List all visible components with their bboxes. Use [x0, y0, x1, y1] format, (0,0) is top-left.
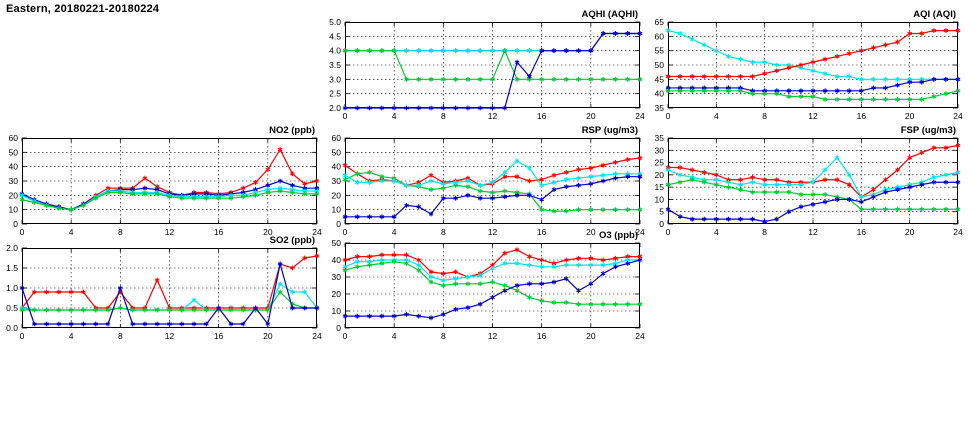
- svg-text:0: 0: [342, 331, 348, 341]
- chart-panel-fsp: [654, 125, 963, 237]
- svg-text:2.0: 2.0: [329, 103, 341, 113]
- svg-text:60: 60: [654, 31, 664, 42]
- svg-text:0: 0: [342, 227, 348, 237]
- svg-text:30: 30: [331, 176, 341, 186]
- svg-text:0: 0: [342, 111, 348, 121]
- chart-title-fsp: FSP (ug/m3): [900, 125, 956, 136]
- svg-text:5.0: 5.0: [329, 17, 341, 27]
- svg-text:10: 10: [331, 306, 341, 316]
- chart-title-so2: SO2 (ppb): [269, 235, 315, 246]
- svg-text:65: 65: [654, 17, 664, 27]
- svg-text:30: 30: [654, 145, 664, 156]
- chart-panel-so2: [6, 235, 322, 341]
- svg-text:0: 0: [659, 219, 664, 229]
- chart-panel-no2: [8, 125, 322, 237]
- svg-text:24: 24: [953, 227, 963, 237]
- svg-text:16: 16: [213, 227, 224, 237]
- svg-text:5: 5: [659, 206, 664, 217]
- chart-title-no2: NO2 (ppb): [269, 125, 315, 136]
- svg-text:20: 20: [586, 227, 596, 237]
- svg-text:8: 8: [762, 227, 768, 237]
- svg-text:16: 16: [213, 331, 224, 341]
- svg-text:20: 20: [263, 227, 273, 237]
- svg-text:30: 30: [331, 272, 341, 282]
- svg-text:60: 60: [8, 133, 18, 143]
- svg-text:40: 40: [8, 161, 18, 172]
- svg-text:24: 24: [312, 331, 322, 341]
- svg-text:24: 24: [953, 111, 963, 121]
- svg-text:20: 20: [331, 289, 341, 299]
- svg-text:40: 40: [331, 255, 341, 265]
- svg-text:20: 20: [586, 111, 596, 121]
- svg-text:60: 60: [331, 133, 341, 143]
- svg-text:20: 20: [8, 190, 18, 201]
- svg-text:30: 30: [8, 176, 18, 186]
- svg-text:50: 50: [654, 60, 664, 70]
- svg-text:12: 12: [487, 227, 498, 237]
- svg-text:4: 4: [391, 111, 397, 121]
- svg-text:20: 20: [904, 111, 915, 121]
- svg-text:4: 4: [391, 331, 397, 341]
- svg-text:12: 12: [808, 227, 818, 237]
- chart-title-rsp: RSP (ug/m3): [581, 125, 638, 136]
- page-title: Eastern, 20180221-20180224: [6, 3, 160, 15]
- svg-text:35: 35: [654, 103, 664, 113]
- svg-text:4: 4: [68, 331, 74, 341]
- svg-text:12: 12: [487, 331, 498, 341]
- svg-text:0.0: 0.0: [6, 323, 18, 333]
- svg-text:3.5: 3.5: [329, 60, 341, 70]
- svg-text:8: 8: [440, 111, 446, 121]
- svg-text:20: 20: [263, 331, 273, 341]
- svg-text:24: 24: [635, 227, 645, 237]
- svg-text:2.5: 2.5: [329, 88, 341, 99]
- svg-text:2.0: 2.0: [6, 243, 18, 253]
- svg-text:16: 16: [536, 227, 547, 237]
- svg-text:10: 10: [331, 204, 341, 215]
- svg-text:3.0: 3.0: [329, 74, 341, 85]
- svg-text:20: 20: [586, 331, 596, 341]
- svg-text:40: 40: [331, 161, 341, 172]
- svg-text:20: 20: [904, 227, 915, 237]
- svg-text:16: 16: [536, 111, 547, 121]
- svg-text:12: 12: [164, 331, 175, 341]
- series-red: [20, 254, 319, 311]
- chart-panel-aqi: [654, 9, 963, 121]
- svg-text:16: 16: [536, 331, 547, 341]
- svg-text:16: 16: [856, 227, 867, 237]
- svg-text:12: 12: [487, 111, 498, 121]
- svg-text:0: 0: [19, 227, 25, 237]
- svg-text:24: 24: [635, 331, 645, 341]
- svg-text:1.5: 1.5: [6, 263, 18, 273]
- svg-text:0: 0: [336, 219, 341, 229]
- svg-text:16: 16: [856, 111, 867, 121]
- chart-title-aqhi: AQHI (AQHI): [581, 9, 638, 20]
- svg-text:15: 15: [654, 182, 664, 193]
- svg-text:4.0: 4.0: [329, 45, 341, 56]
- svg-text:4.5: 4.5: [329, 31, 341, 42]
- svg-text:1.0: 1.0: [6, 283, 18, 293]
- svg-text:0: 0: [665, 227, 671, 237]
- svg-text:8: 8: [117, 331, 123, 341]
- svg-text:8: 8: [762, 111, 768, 121]
- svg-text:12: 12: [164, 227, 175, 237]
- svg-text:40: 40: [654, 88, 664, 99]
- chart-title-o3: O3 (ppb): [598, 230, 638, 241]
- svg-text:4: 4: [713, 227, 719, 237]
- chart-panel-o3: [331, 230, 645, 341]
- svg-text:10: 10: [654, 194, 664, 205]
- svg-text:50: 50: [331, 147, 341, 158]
- svg-text:55: 55: [654, 45, 664, 56]
- svg-text:0: 0: [336, 323, 341, 333]
- svg-text:4: 4: [713, 111, 719, 121]
- svg-text:24: 24: [635, 111, 645, 121]
- svg-text:12: 12: [808, 111, 818, 121]
- svg-text:8: 8: [117, 227, 123, 237]
- svg-text:0: 0: [13, 219, 18, 229]
- svg-text:0: 0: [19, 331, 25, 341]
- svg-text:4: 4: [391, 227, 397, 237]
- svg-text:45: 45: [654, 74, 664, 85]
- svg-text:50: 50: [331, 238, 341, 248]
- svg-text:50: 50: [8, 147, 18, 158]
- svg-text:4: 4: [68, 227, 74, 237]
- svg-text:8: 8: [440, 227, 446, 237]
- svg-text:20: 20: [654, 169, 664, 180]
- svg-text:0: 0: [665, 111, 671, 121]
- svg-text:20: 20: [331, 190, 341, 201]
- chart-panel-aqhi: [329, 9, 645, 121]
- chart-title-aqi: AQI (AQI): [913, 9, 956, 20]
- svg-text:24: 24: [312, 227, 322, 237]
- svg-text:25: 25: [654, 157, 664, 168]
- svg-text:35: 35: [654, 133, 664, 143]
- svg-text:0.5: 0.5: [6, 303, 18, 313]
- svg-text:10: 10: [8, 204, 18, 215]
- svg-text:8: 8: [440, 331, 446, 341]
